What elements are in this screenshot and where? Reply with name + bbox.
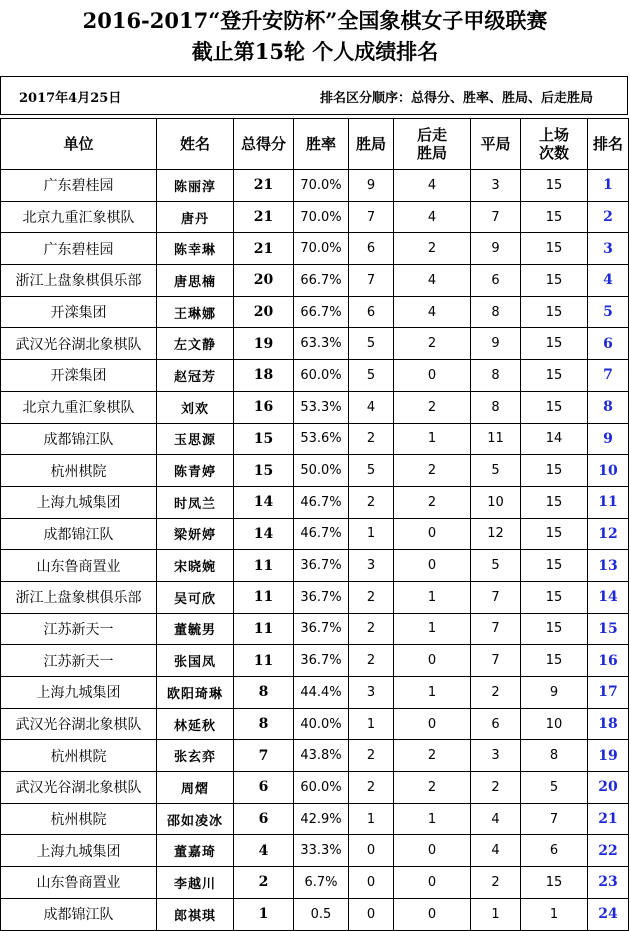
- cell-wins: 4: [349, 391, 394, 423]
- report-date: 2017年4月25日: [19, 91, 122, 106]
- cell-points: 14: [234, 518, 294, 550]
- cell-rank: 22: [588, 835, 629, 867]
- cell-games: 15: [521, 328, 588, 360]
- cell-wins: 2: [349, 581, 394, 613]
- cell-rate: 50.0%: [294, 455, 349, 487]
- cell-rate: 6.7%: [294, 867, 349, 899]
- title-line-2: 截止第15轮 个人成绩排名: [191, 39, 439, 64]
- cell-rate: 43.8%: [294, 740, 349, 772]
- cell-black-wins: 2: [394, 740, 471, 772]
- cell-games: 10: [521, 708, 588, 740]
- table-row: [1, 201, 629, 233]
- cell-black-wins: 0: [394, 867, 471, 899]
- cell-games: 15: [521, 518, 588, 550]
- cell-points: 8: [234, 677, 294, 709]
- table-row: [1, 772, 629, 804]
- cell-rate: 46.7%: [294, 518, 349, 550]
- cell-name: 王琳娜: [157, 296, 234, 328]
- header-row: [1, 119, 629, 170]
- cell-points: 21: [234, 201, 294, 233]
- cell-rank: 4: [588, 265, 629, 297]
- cell-rate: 53.6%: [294, 423, 349, 455]
- cell-name: 周熠: [157, 772, 234, 804]
- cell-unit: 杭州棋院: [1, 740, 157, 772]
- cell-games: 5: [521, 772, 588, 804]
- header-points: 总得分: [234, 119, 294, 170]
- cell-unit: 北京九重汇象棋队: [1, 201, 157, 233]
- cell-games: 1: [521, 898, 588, 930]
- cell-black-wins: 2: [394, 455, 471, 487]
- cell-points: 21: [234, 233, 294, 265]
- cell-rate: 66.7%: [294, 296, 349, 328]
- header-name: 姓名: [157, 119, 234, 170]
- cell-draws: 7: [471, 645, 521, 677]
- cell-unit: 武汉光谷湖北象棋队: [1, 708, 157, 740]
- cell-draws: 6: [471, 708, 521, 740]
- title-line-1: 2016-2017“登升安防杯”全国象棋女子甲级联赛: [82, 8, 548, 33]
- table-row: [1, 677, 629, 709]
- cell-rank: 18: [588, 708, 629, 740]
- cell-wins: 7: [349, 201, 394, 233]
- table-row: [1, 423, 629, 455]
- cell-name: 宋晓婉: [157, 550, 234, 582]
- cell-games: 15: [521, 233, 588, 265]
- cell-games: 15: [521, 265, 588, 297]
- cell-wins: 5: [349, 328, 394, 360]
- cell-draws: 2: [471, 867, 521, 899]
- cell-name: 陈青婷: [157, 455, 234, 487]
- cell-wins: 0: [349, 898, 394, 930]
- cell-unit: 开滦集团: [1, 360, 157, 392]
- cell-wins: 7: [349, 265, 394, 297]
- cell-rank: 11: [588, 486, 629, 518]
- cell-points: 19: [234, 328, 294, 360]
- cell-rate: 0.5: [294, 898, 349, 930]
- table-row: [1, 328, 629, 360]
- cell-draws: 7: [471, 581, 521, 613]
- cell-name: 欧阳琦琳: [157, 677, 234, 709]
- standings-table: [0, 118, 629, 931]
- cell-points: 18: [234, 360, 294, 392]
- cell-name: 左文静: [157, 328, 234, 360]
- cell-rank: 21: [588, 803, 629, 835]
- cell-points: 6: [234, 803, 294, 835]
- table-row: [1, 645, 629, 677]
- cell-rank: 12: [588, 518, 629, 550]
- cell-black-wins: 2: [394, 772, 471, 804]
- cell-wins: 1: [349, 708, 394, 740]
- page-title: [0, 0, 630, 72]
- cell-rate: 53.3%: [294, 391, 349, 423]
- cell-unit: 江苏新天一: [1, 613, 157, 645]
- cell-wins: 5: [349, 455, 394, 487]
- cell-name: 董嘉琦: [157, 835, 234, 867]
- cell-unit: 浙江上盘象棋俱乐部: [1, 581, 157, 613]
- cell-rate: 36.7%: [294, 613, 349, 645]
- cell-black-wins: 1: [394, 423, 471, 455]
- cell-wins: 3: [349, 677, 394, 709]
- header-wins: 胜局: [349, 119, 394, 170]
- cell-games: 8: [521, 740, 588, 772]
- cell-draws: 6: [471, 265, 521, 297]
- cell-black-wins: 0: [394, 645, 471, 677]
- cell-unit: 上海九城集团: [1, 486, 157, 518]
- cell-unit: 武汉光谷湖北象棋队: [1, 328, 157, 360]
- cell-black-wins: 4: [394, 296, 471, 328]
- cell-games: 15: [521, 867, 588, 899]
- cell-games: 6: [521, 835, 588, 867]
- cell-rank: 2: [588, 201, 629, 233]
- table-row: [1, 486, 629, 518]
- cell-rate: 63.3%: [294, 328, 349, 360]
- cell-rate: 36.7%: [294, 550, 349, 582]
- cell-points: 7: [234, 740, 294, 772]
- cell-points: 16: [234, 391, 294, 423]
- cell-rate: 60.0%: [294, 360, 349, 392]
- cell-wins: 2: [349, 772, 394, 804]
- cell-name: 张玄弈: [157, 740, 234, 772]
- cell-games: 14: [521, 423, 588, 455]
- header-rate: 胜率: [294, 119, 349, 170]
- cell-draws: 1: [471, 898, 521, 930]
- cell-unit: 杭州棋院: [1, 455, 157, 487]
- cell-name: 李越川: [157, 867, 234, 899]
- cell-points: 15: [234, 423, 294, 455]
- cell-unit: 广东碧桂园: [1, 233, 157, 265]
- cell-black-wins: 1: [394, 613, 471, 645]
- cell-black-wins: 2: [394, 233, 471, 265]
- cell-name: 陈丽淳: [157, 170, 234, 202]
- cell-rate: 36.7%: [294, 581, 349, 613]
- table-row: [1, 898, 629, 930]
- cell-draws: 5: [471, 550, 521, 582]
- cell-wins: 2: [349, 486, 394, 518]
- cell-rank: 5: [588, 296, 629, 328]
- cell-draws: 9: [471, 233, 521, 265]
- table-row: [1, 265, 629, 297]
- cell-draws: 8: [471, 391, 521, 423]
- cell-black-wins: 0: [394, 708, 471, 740]
- cell-black-wins: 1: [394, 581, 471, 613]
- cell-unit: 成都锦江队: [1, 518, 157, 550]
- cell-games: 15: [521, 296, 588, 328]
- table-row: [1, 233, 629, 265]
- cell-wins: 5: [349, 360, 394, 392]
- cell-wins: 2: [349, 613, 394, 645]
- cell-games: 15: [521, 170, 588, 202]
- cell-rank: 14: [588, 581, 629, 613]
- cell-points: 20: [234, 265, 294, 297]
- cell-draws: 10: [471, 486, 521, 518]
- cell-rank: 17: [588, 677, 629, 709]
- cell-points: 11: [234, 645, 294, 677]
- cell-draws: 12: [471, 518, 521, 550]
- cell-games: 15: [521, 455, 588, 487]
- cell-draws: 8: [471, 296, 521, 328]
- cell-rank: 10: [588, 455, 629, 487]
- cell-black-wins: 2: [394, 391, 471, 423]
- cell-wins: 9: [349, 170, 394, 202]
- cell-unit: 上海九城集团: [1, 835, 157, 867]
- cell-rate: 70.0%: [294, 233, 349, 265]
- cell-draws: 9: [471, 328, 521, 360]
- cell-rate: 42.9%: [294, 803, 349, 835]
- cell-unit: 开滦集团: [1, 296, 157, 328]
- cell-games: 15: [521, 550, 588, 582]
- cell-rank: 23: [588, 867, 629, 899]
- cell-draws: 3: [471, 740, 521, 772]
- cell-games: 15: [521, 613, 588, 645]
- cell-rank: 9: [588, 423, 629, 455]
- cell-draws: 2: [471, 677, 521, 709]
- cell-name: 吴可欣: [157, 581, 234, 613]
- cell-draws: 8: [471, 360, 521, 392]
- cell-name: 唐丹: [157, 201, 234, 233]
- cell-rank: 15: [588, 613, 629, 645]
- cell-rank: 20: [588, 772, 629, 804]
- cell-draws: 11: [471, 423, 521, 455]
- cell-rank: 7: [588, 360, 629, 392]
- cell-name: 赵冠芳: [157, 360, 234, 392]
- header-draws: 平局: [471, 119, 521, 170]
- cell-name: 玉思源: [157, 423, 234, 455]
- cell-unit: 广东碧桂园: [1, 170, 157, 202]
- cell-draws: 5: [471, 455, 521, 487]
- table-row: [1, 391, 629, 423]
- cell-unit: 山东鲁商置业: [1, 550, 157, 582]
- header-games-line2: 次数: [538, 144, 569, 162]
- cell-games: 7: [521, 803, 588, 835]
- cell-unit: 浙江上盘象棋俱乐部: [1, 265, 157, 297]
- table-row: [1, 613, 629, 645]
- cell-black-wins: 4: [394, 201, 471, 233]
- cell-points: 1: [234, 898, 294, 930]
- cell-black-wins: 2: [394, 486, 471, 518]
- cell-draws: 7: [471, 613, 521, 645]
- cell-rank: 8: [588, 391, 629, 423]
- cell-games: 9: [521, 677, 588, 709]
- cell-points: 11: [234, 613, 294, 645]
- cell-rank: 1: [588, 170, 629, 202]
- cell-points: 14: [234, 486, 294, 518]
- cell-rate: 60.0%: [294, 772, 349, 804]
- cell-name: 时凤兰: [157, 486, 234, 518]
- cell-draws: 3: [471, 170, 521, 202]
- cell-rank: 6: [588, 328, 629, 360]
- header-black-wins-line2: 胜局: [416, 144, 447, 162]
- cell-draws: 4: [471, 803, 521, 835]
- cell-black-wins: 1: [394, 677, 471, 709]
- cell-unit: 武汉光谷湖北象棋队: [1, 772, 157, 804]
- cell-rate: 36.7%: [294, 645, 349, 677]
- cell-wins: 6: [349, 296, 394, 328]
- cell-points: 20: [234, 296, 294, 328]
- cell-rank: 24: [588, 898, 629, 930]
- cell-points: 2: [234, 867, 294, 899]
- cell-games: 15: [521, 391, 588, 423]
- cell-name: 梁妍婷: [157, 518, 234, 550]
- ranking-order-note: 排名区分顺序：总得分、胜率、胜局、后走胜局: [319, 91, 593, 106]
- cell-unit: 山东鲁商置业: [1, 867, 157, 899]
- cell-points: 4: [234, 835, 294, 867]
- table-row: [1, 803, 629, 835]
- cell-games: 15: [521, 486, 588, 518]
- cell-black-wins: 0: [394, 898, 471, 930]
- table-row: [1, 170, 629, 202]
- cell-points: 8: [234, 708, 294, 740]
- table-row: [1, 550, 629, 582]
- cell-wins: 2: [349, 423, 394, 455]
- cell-black-wins: 2: [394, 328, 471, 360]
- cell-games: 15: [521, 201, 588, 233]
- cell-black-wins: 0: [394, 518, 471, 550]
- cell-name: 郎祺琪: [157, 898, 234, 930]
- cell-rank: 13: [588, 550, 629, 582]
- cell-rate: 40.0%: [294, 708, 349, 740]
- header-unit: 单位: [1, 119, 157, 170]
- table-row: [1, 708, 629, 740]
- cell-rate: 46.7%: [294, 486, 349, 518]
- cell-black-wins: 1: [394, 803, 471, 835]
- table-row: [1, 455, 629, 487]
- table-row: [1, 518, 629, 550]
- cell-draws: 4: [471, 835, 521, 867]
- cell-black-wins: 4: [394, 265, 471, 297]
- info-bar: [0, 76, 628, 115]
- cell-wins: 6: [349, 233, 394, 265]
- cell-unit: 江苏新天一: [1, 645, 157, 677]
- table-row: [1, 835, 629, 867]
- cell-unit: 北京九重汇象棋队: [1, 391, 157, 423]
- cell-rate: 33.3%: [294, 835, 349, 867]
- cell-draws: 7: [471, 201, 521, 233]
- cell-unit: 成都锦江队: [1, 898, 157, 930]
- table-row: [1, 360, 629, 392]
- cell-rate: 70.0%: [294, 201, 349, 233]
- table-row: [1, 740, 629, 772]
- cell-points: 15: [234, 455, 294, 487]
- cell-points: 6: [234, 772, 294, 804]
- cell-draws: 2: [471, 772, 521, 804]
- cell-unit: 成都锦江队: [1, 423, 157, 455]
- cell-unit: 杭州棋院: [1, 803, 157, 835]
- cell-name: 董毓男: [157, 613, 234, 645]
- cell-games: 15: [521, 645, 588, 677]
- table-body: [1, 170, 629, 931]
- table-row: [1, 581, 629, 613]
- cell-wins: 1: [349, 518, 394, 550]
- header-games: [521, 119, 588, 170]
- cell-games: 15: [521, 581, 588, 613]
- cell-wins: 0: [349, 835, 394, 867]
- cell-name: 刘欢: [157, 391, 234, 423]
- cell-rate: 44.4%: [294, 677, 349, 709]
- cell-unit: 上海九城集团: [1, 677, 157, 709]
- cell-rank: 16: [588, 645, 629, 677]
- cell-name: 林延秋: [157, 708, 234, 740]
- header-black-wins-line1: 后走: [416, 126, 447, 144]
- cell-points: 11: [234, 550, 294, 582]
- header-games-line1: 上场: [538, 126, 569, 144]
- cell-name: 邵如凌冰: [157, 803, 234, 835]
- cell-wins: 2: [349, 740, 394, 772]
- cell-wins: 3: [349, 550, 394, 582]
- cell-wins: 1: [349, 803, 394, 835]
- cell-name: 唐思楠: [157, 265, 234, 297]
- table-row: [1, 296, 629, 328]
- cell-name: 张国凤: [157, 645, 234, 677]
- header-rank: 排名: [588, 119, 629, 170]
- cell-black-wins: 0: [394, 360, 471, 392]
- header-black-wins: [394, 119, 471, 170]
- cell-points: 21: [234, 170, 294, 202]
- cell-rate: 66.7%: [294, 265, 349, 297]
- cell-wins: 2: [349, 645, 394, 677]
- cell-rank: 3: [588, 233, 629, 265]
- cell-rate: 70.0%: [294, 170, 349, 202]
- table-row: [1, 867, 629, 899]
- cell-name: 陈幸琳: [157, 233, 234, 265]
- cell-games: 15: [521, 360, 588, 392]
- cell-wins: 0: [349, 867, 394, 899]
- cell-points: 11: [234, 581, 294, 613]
- cell-black-wins: 0: [394, 550, 471, 582]
- cell-black-wins: 0: [394, 835, 471, 867]
- cell-black-wins: 4: [394, 170, 471, 202]
- cell-rank: 19: [588, 740, 629, 772]
